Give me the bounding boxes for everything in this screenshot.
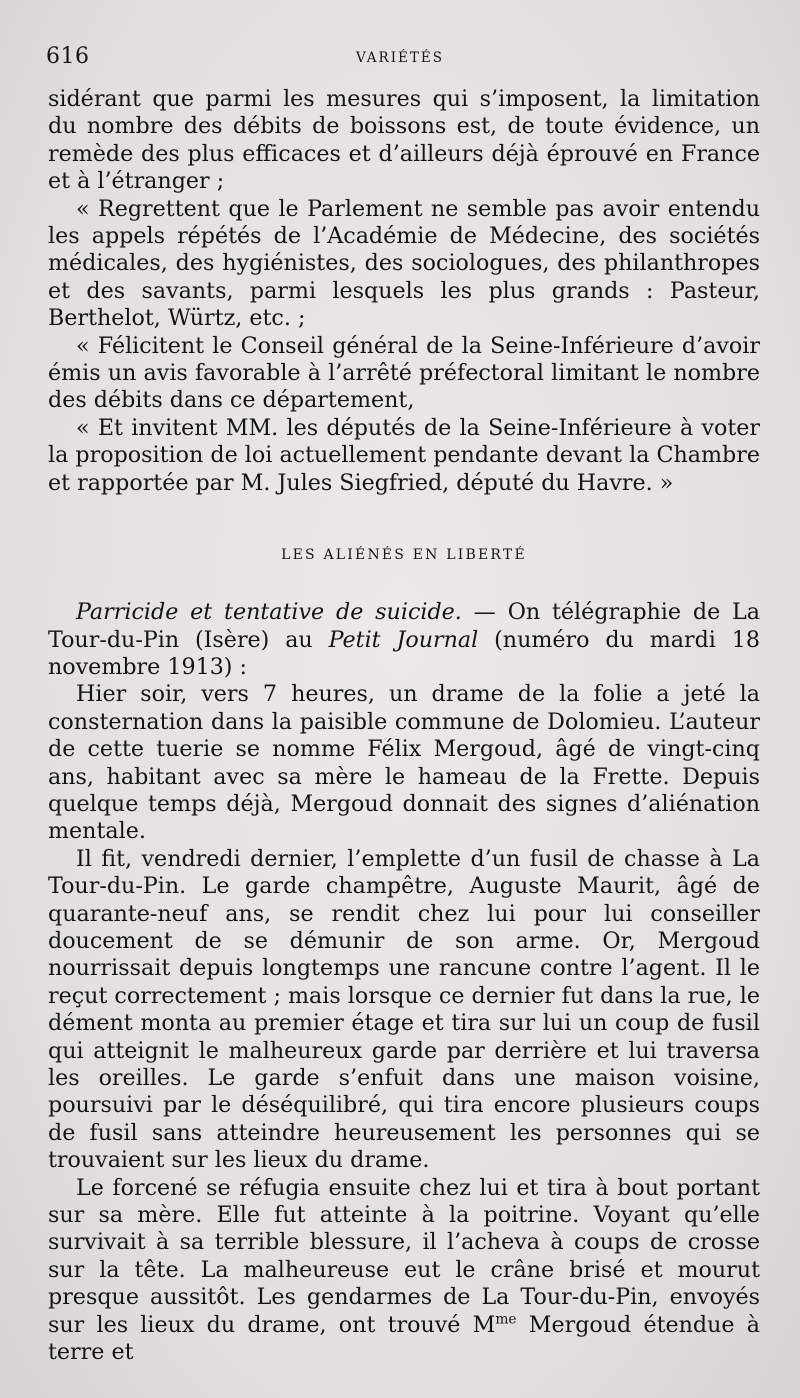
article-paragraph: Il fit, vendredi dernier, l’emplette d’un fusil de chasse à La Tour-du-Pin. Le garde champêtre, Auguste Maurit, âgé de quarante-neuf ans, se rendit chez lui pour lui conseiller doucement de se démunir de son arme. Or, Mergoud nourrissait depuis longtemps une rancune contre l’agent. Il le reçut correctement ; mais lorsque ce dernier fut dans la rue, le dément monta au premier étage et tira sur lui un coup de fusil qui atteignit le malheureux garde par derrière et lui traversa les oreilles. Le garde s’enfuit dans une maison voisine, poursuivi par le déséquilibré, qui tira encore plusieurs coups de fusil sans atteindre heureusement les personnes qui se trouvaient sur les lieux du drame.	[48, 845, 760, 1174]
resolution-paragraph: « Félicitent le Conseil général de la Seine-Inférieure d’avoir émis un avis favorable à l’arrêté préfectoral limitant le nombre des débits dans ce département,	[48, 332, 760, 414]
article-lead-text: — On télégraphie de La Tour-du-Pin (Isère) au	[48, 599, 760, 653]
resolution-paragraph: « Regrettent que le Parlement ne semble pas avoir entendu les appels répétés de l’Académie de Médecine, des sociétés médicales, des hygiénistes, des sociologues, des philanthropes et des savants, parmi lesquels les plus grands : Pasteur, Berthelot, Würtz, etc. ;	[48, 195, 760, 332]
running-title: VARIÉTÉS	[355, 50, 445, 66]
resolution-paragraph: « Et invitent MM. les députés de la Seine-Inférieure à voter la proposition de loi actuellement pendante devant la Chambre et rapportée par M. Jules Siegfried, député du Havre. »	[48, 414, 760, 496]
resolution-paragraph: sidérant que parmi les mesures qui s’imposent, la limitation du nombre des débits de boissons est, de toute évidence, un remède des plus efficaces et d’ailleurs déjà éprouvé en France et à l’étranger ;	[48, 86, 760, 195]
article-text: Mergoud étendue à terre et	[48, 1311, 760, 1366]
article-lead-title: Parricide et tentative de suicide.	[76, 599, 462, 626]
newspaper-name: Petit Journal	[328, 626, 479, 653]
article-paragraph	[48, 1175, 760, 1367]
article-text: Le forcené se réfugia ensuite chez lui et tira à bout portant sur sa mère. Elle fut atteinte à la poitrine. Voyant qu’elle survivait à sa terrible blessure, il l’acheva à coups de crosse sur la tête. La malheureuse eut le crâne brisé et mourut presque aussitôt. Les gendarmes de La Tour-du-Pin, envoyés sur les lieux du drame, ont trouvé M	[48, 1174, 760, 1338]
article-lead-date: (numéro du mardi 18 novembre 1913) :	[48, 626, 761, 680]
page-number: 616	[46, 44, 90, 69]
superscript-abbrev: me	[495, 1311, 517, 1328]
article-paragraph: Hier soir, vers 7 heures, un drame de la folie a jeté la consternation dans la paisible commune de Dolomieu. L’auteur de cette tuerie se nomme Félix Mergoud, âgé de vingt-cinq ans, habitant avec sa mère le hameau de la Frette. Depuis quelque temps déjà, Mergoud donnait des signes d’aliénation mentale.	[48, 681, 760, 845]
body-text	[48, 86, 760, 1366]
section-heading: LES ALIÉNÉS EN LIBERTÉ	[281, 547, 527, 564]
page-header	[0, 44, 800, 74]
article-lead	[48, 599, 760, 681]
